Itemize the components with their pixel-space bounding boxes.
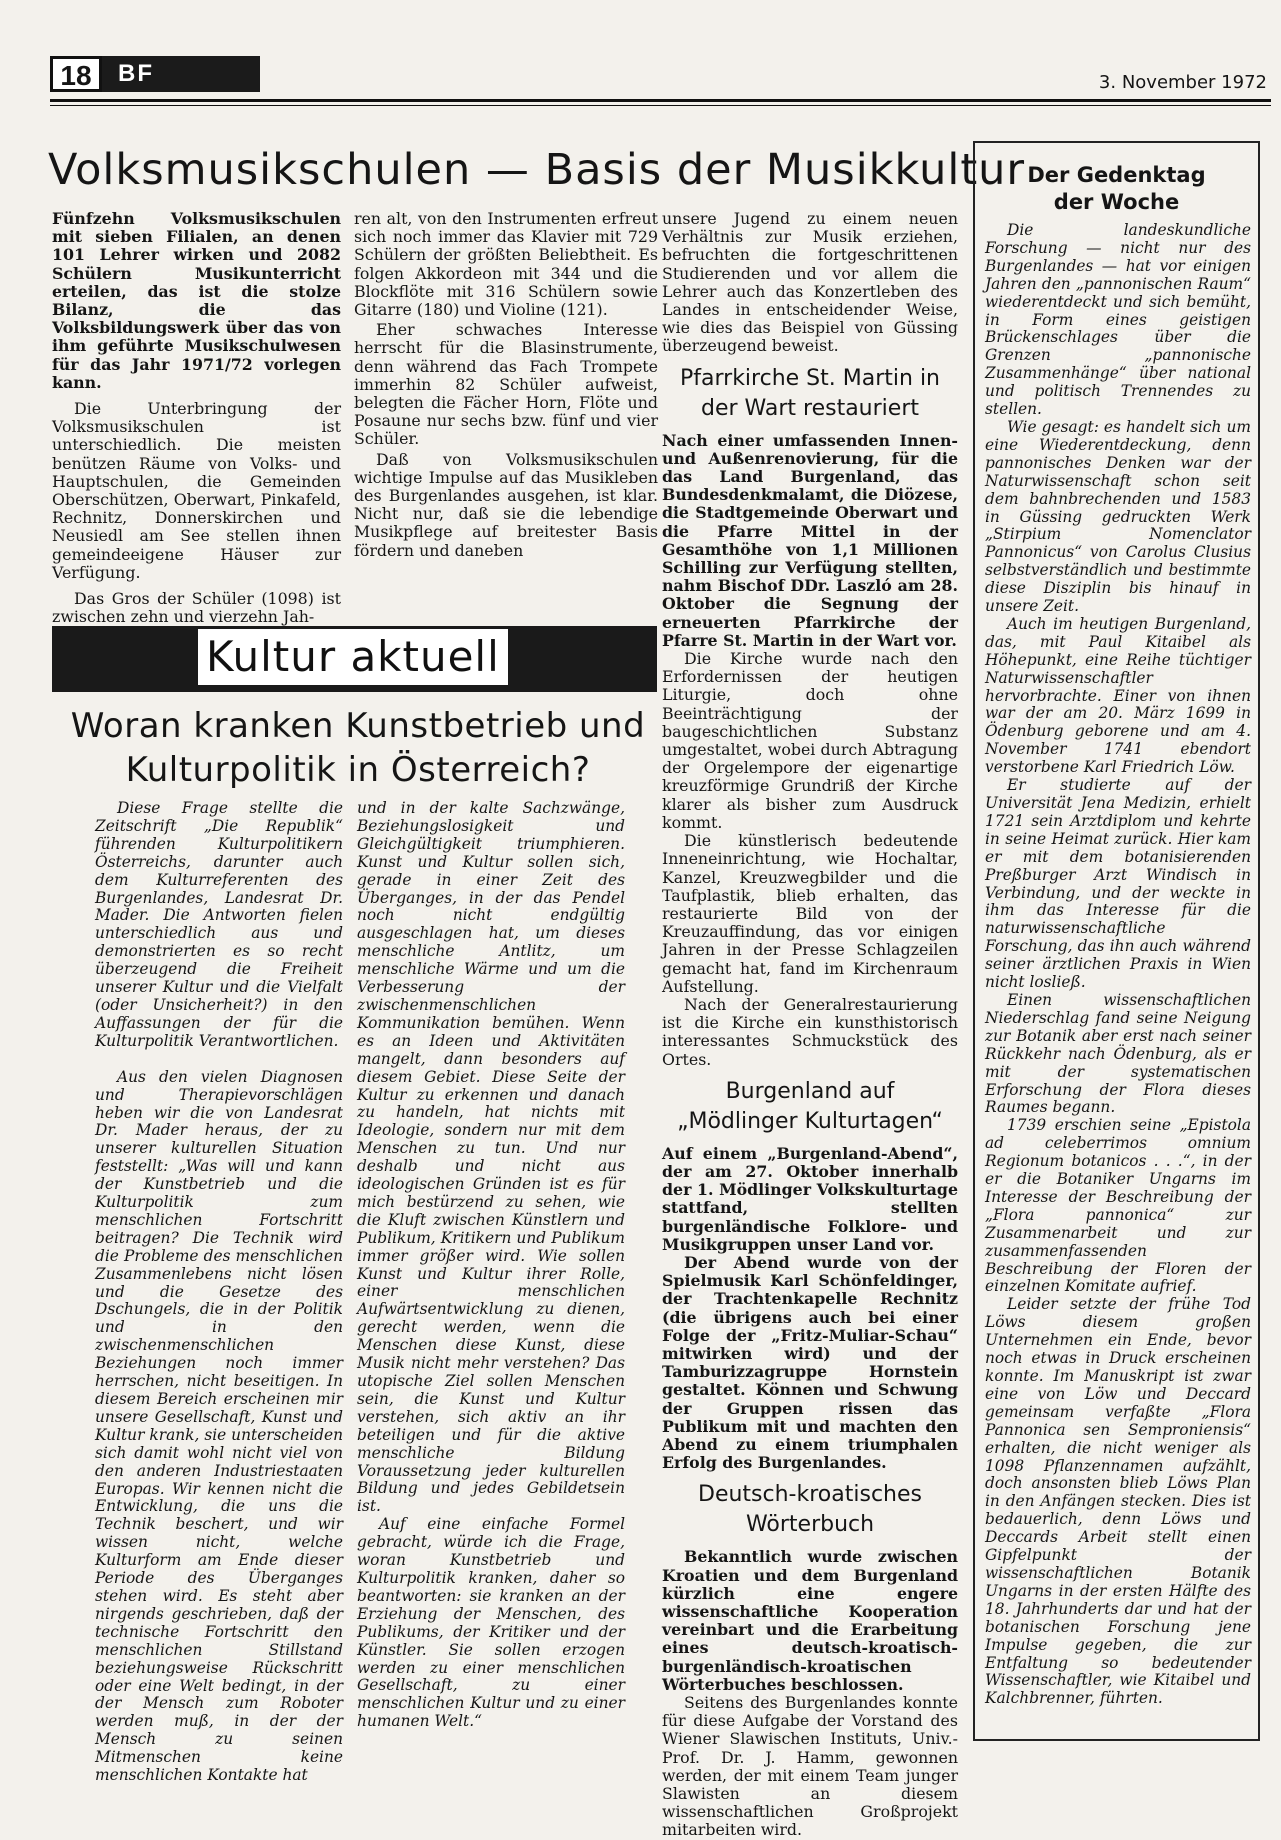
issue-date: 3. November 1972 (1098, 72, 1267, 93)
kultur-aktuell-title: Kultur aktuell (198, 629, 508, 685)
paragraph: Auf einem „Burgenland-Abend“, der am 27. Oktober innerhalb der 1. Mödlinger Volkskulturtage stattfand, stellten burgenländische Folklore- und Musikgruppen unser Land vor. (662, 1143, 958, 1254)
kultur-col2 (357, 800, 625, 1731)
paragraph: Diese Frage stellte die Zeitschrift „Die Republik“ führenden Kulturpolitikern Österreichs, darunter auch dem Kulturreferenten des Burgenlandes, Landesrat Dr. Mader. Die Antworten fielen unterschiedlich aus und demonstrierten es so recht überzeugend die Freiheit unserer Kultur und die Vielfalt (oder Unsicherheit?) in den Auffassungen der für die Kulturpolitik Verantwortlichen. (95, 799, 343, 1050)
column-3 (662, 210, 958, 1840)
paragraph: unsere Jugend zu einem neuen Verhältnis zur Musik erziehen, befruchten die fortgeschrittenen Studierenden und vor allem die Lehrer auch das Konzertleben des Landes in entscheidender Weise, wie dies das Beispiel von Güssing überzeugend beweist. (662, 209, 958, 356)
paragraph: Leider setzte der frühe Tod Löws diesem großen Unternehmen ein Ende, bevor noch etwas in Druck erscheinen konnte. Im Manuskript ist zwar eine von Löw und Deccard gemeinsam verfaßte „Flora Pannonica sen Semproniensis“ erhalten, die nicht weniger als 1098 Pflanzennamen aufzählt, doch ansonsten blieb Löws Plan in den Anfängen stecken. Dies ist bedauerlich, denn Löws und Deccards Arbeit stellt einen Gipfelpunkt der wissenschaftlichen Botanik Ungarns in der ersten Hälfte des 18. Jahrhunderts dar und hat der botanischen Forschung jene Impulse gegeben, die zur Entfaltung so bedeutender Wissenschaftler, wie Kitaibel und Kalchbrenner, führten. (985, 1295, 1251, 1708)
gedenktag-text (985, 222, 1251, 1708)
kultur-headline: Woran kranken Kunstbetrieb und Kulturpolitik in Österreich? (70, 706, 646, 790)
paragraph: Nach der Generalrestaurierung ist die Kirche ein kunsthistorisch interessantes Schmuckstück des Ortes. (662, 994, 958, 1069)
paragraph: Auf eine einfache Formel gebracht, würde ich die Frage, woran Kunstbetrieb und Kulturpolitik kranken, daher so beantworten: sie kranken an der Erziehung der Menschen, des Publikums, der Kritiker und der Künstler. Sie sollen erzogen werden zu einer menschlichen Gesellschaft, zu einer menschlichen Kultur und zu einer humanen Welt.“ (357, 1515, 625, 1731)
header-rule-thin (50, 105, 1271, 106)
paragraph: Einen wissenschaftlichen Niederschlag fand seine Neigung zur Botanik aber erst nach seiner Rückkehr nach Ödenburg, als er mit der systematischen Erforschung der Flora dieses Raumes begann. (985, 990, 1251, 1117)
kultur-col1 (95, 800, 343, 1785)
article-lead: Bekanntlich wurde zwischen Kroatien und dem Burgenland kürzlich eine engere wissenschaftliche Kooperation vereinbart und die Erarbeitung eines deutsch-kroatisch-burgenländisch-kroatischen Wörterbuches beschlossen. (662, 1547, 958, 1694)
paragraph: Eher schwaches Interesse herrscht für die Blasinstrumente, denn während das Fach Trompete immerhin 82 Schüler aufweist, belegten die Fächer Horn, Flöte und Posaune nur sechs bzw. fünf und vier Schüler. (354, 320, 658, 449)
paragraph: Die landeskundliche Forschung — nicht nur des Burgenlandes — hat vor einigen Jahren den „pannonischen Raum“ wiederentdeckt und sich bemüht, in Form eines geistigen Brückenschlages über die Grenzen „pannonische Zusammenhänge“ über national und politisch Trennendes zu stellen. (985, 221, 1251, 419)
woerterbuch-headline: Deutsch-kroatisches Wörterbuch (698, 1482, 922, 1538)
paragraph: Er studierte auf der Universität Jena Medizin, erhielt 1721 sein Arztdiplom und kehrte in seine Heimat zurück. Hier kam er mit dem botanisierenden Preßburger Arzt Windisch in Verbindung, und der weckte in ihm das Interesse für die naturwissenschaftliche Forschung, das ihn auch während seiner ärztlichen Praxis in Wien nicht losließ. (985, 776, 1251, 992)
paragraph: Wie gesagt: es handelt sich um eine Wiederentdeckung, denn pannonisches Denken war der Naturwissenschaft schon seit dem bahnbrechenden und 1583 in Güssing gedruckten Werk „Stirpium Nomenclator Pannonicus“ von Carolus Clusius selbstverständlich und bestimmte diese Disziplin bis hinauf in unsere Zeit. (985, 417, 1251, 616)
article-lead: Fünfzehn Volksmusikschulen mit sieben Filialen, an denen 101 Lehrer wirken und 2082 Schülern Musikunterricht erteilen, das ist die stolze Bilanz, die das Volksbildungswerk über das von ihm geführte Musikschulwesen für das Jahr 1971/72 vorlegen kann. (52, 209, 341, 392)
paragraph: Der Abend wurde von der Spielmusik Karl Schönfeldinger, der Trachtenkapelle Rechnitz (die übrigens auch bei einer Folge der „Fritz-Muliar-Schau“ mitwirken wird) und der Tamburizzagruppe Hornstein gestaltet. Können und Schwung der Gruppen rissen das Publikum mit und machten den Abend zu einem triumphalen Erfolg des Burgenlandes. (662, 1252, 958, 1473)
paragraph: und in der kalte Sachzwänge, Beziehungslosigkeit und Gleichgültigkeit triumphieren. Kunst und Kultur sollen sich, gerade in einer Zeit des Überganges, in der das Pendel noch nicht endgültig ausgeschlagen hat, um dieses menschliche Antlitz, um menschliche Wärme und um die Verbesserung der zwischenmenschlichen Kommunikation bemühen. Wenn es an Ideen und Aktivitäten mangelt, dann besonders auf diesem Gebiet. Diese Seite der Kultur zu erkennen und danach zu handeln, hat nichts mit Ideologie, sondern nur mit dem Menschen zu tun. Und nur deshalb und nicht aus ideologischen Gründen ist es für mich bestürzend zu sehen, wie die Kluft zwischen Künstlern und Publikum, Kritikern und Publikum immer größer wird. Wie sollen Kunst und Kultur ihrer Rolle, einer menschlichen Aufwärtsentwicklung zu dienen, gerecht werden, wenn die Menschen diese Kunst, diese Musik nicht mehr verstehen? Das utopische Ziel sollen Menschen sein, die Kunst und Kultur verstehen, sich aktiv an ihr beteiligen und für die aktive menschliche Bildung Voraussetzung jeder kulturellen Bildung und jedes Gebildetsein ist. (357, 799, 625, 1516)
paragraph: Die künstlerisch bedeutende Inneneinrichtung, wie Hochaltar, Kanzel, Kreuzwegbilder und die Taufplastik, blieb erhalten, das restaurierte Bild von der Kreuzauffindung, das vor einigen Jahren in der Presse Schlagzeilen gemacht hat, fand im Kirchenraum Aufstellung. (662, 831, 958, 996)
header-rule (50, 99, 1271, 102)
article-lead: Nach einer umfassenden Innen- und Außenrenovierung, für die das Land Burgenland, das Bundesdenkmalamt, die Diözese, die Stadtgemeinde Oberwart und die Pfarre Mittel in der Gesamthöhe von 1,1 Millionen Schilling zur Verfügung stellten, nahm Bischof DDr. Laszló am 28. Oktober die Segnung der erneuerten Pfarrkirche der Pfarre St. Martin in der Wart vor. (662, 430, 958, 650)
paragraph: Aus den vielen Diagnosen und Therapievorschlägen heben wir die von Landesrat Dr. Mader heraus, der zu unserer kulturellen Situation feststellt: „Was will und kann der Kunstbetrieb und die Kulturpolitik zum menschlichen Fortschritt beitragen? Die Technik wird die Probleme des menschlichen Zusammenlebens nicht lösen und die Gesetze des Dschungels, die in der Politik und in den zwischenmenschlichen Beziehungen noch immer herrschen, nicht beseitigen. In diesem Bereich erscheinen mir unsere Gesellschaft, Kunst und Kultur krank, sie unterscheiden sich damit wohl nicht viel von den anderen Industriestaaten Europas. Wir kennen nicht die Entwicklung, die uns die Technik beschert, und wir wissen nicht, welche Kulturform am Ende dieser Periode des Überganges stehen wird. Es steht aber nirgends geschrieben, daß der technische Fortschritt den menschlichen Stillstand beziehungsweise Rückschritt oder eine Welt bedingt, in der der Mensch zum Roboter werden muß, in der der Mensch zu seinen Mitmenschen keine menschlichen Kontakte hat (95, 1067, 343, 1785)
moedling-headline: Burgenland auf „Mödlinger Kulturtagen“ (677, 1078, 943, 1134)
gedenktag-title: Der Gedenktag der Woche (1027, 163, 1206, 214)
paragraph: ren alt, von den Instrumenten erfreut sich noch immer das Klavier mit 729 Schülern der größten Beliebtheit. Es folgen Akkordeon mit 344 und die Blockflöte mit 316 Schülern sowie Gitarre (180) und Violine (121). (354, 209, 658, 320)
article-volksmusik-col2 (354, 210, 658, 560)
paragraph: Auch im heutigen Burgenland, das, mit Paul Kitaibel als Höhepunkt, eine Reihe tüchtiger Naturwissenschaftler hervorbrachte. Einer von ihnen war der am 20. März 1699 in Ödenburg geborene und am 4. November 1741 ebendort verstorbene Karl Friedrich Löw. (985, 614, 1251, 777)
paragraph: Die Kirche wurde nach den Erfordernissen der heutigen Liturgie, doch ohne Beeinträchtigung der baugeschichtlichen Substanz umgestaltet, wobei durch Abtragung der Orgelempore der eigenartige kreuzförmige Grundriß der Kirche klarer als bisher zum Ausdruck kommt. (662, 649, 958, 832)
paragraph: Das Gros der Schüler (1098) ist zwischen zehn und vierzehn Jah- (52, 589, 341, 627)
paragraph: Seitens des Burgenlandes konnte für diese Aufgabe der Vorstand des Wiener Slawischen Instituts, Univ.-Prof. Dr. J. Hamm, gewonnen werden, der mit einem Team junger Slawisten an diesem wissenschaftlichen Großprojekt mitarbeiten wird. (662, 1693, 958, 1840)
paragraph: 1739 erschien seine „Epistola ad celeberrimos omnium Regionum botanicos . . .“, in der er die Botaniker Ungarns im Interesse der Beschreibung der „Flora pannonica“ zur Zusammenarbeit und zur zusammenfassenden Beschreibung der Floren der einzelnen Komitate aufrief. (985, 1116, 1251, 1296)
paragraph: Die Unterbringung der Volksmusikschulen ist unterschiedlich. Die meisten benützen Räume von Volks- und Hauptschulen, die Gemeinden Oberschützen, Oberwart, Pinkafeld, Rechnitz, Donnerskirchen und Neusiedl am See stellen ihnen gemeindeeigene Häuser zur Verfügung. (52, 399, 341, 582)
article-volksmusik-col1 (52, 210, 341, 626)
paragraph: Daß von Volksmusikschulen wichtige Impulse auf das Musikleben des Burgenlandes ausgehen, ist klar. Nicht nur, daß sie die lebendige Musikpflege auf breitester Basis fördern und daneben (354, 449, 658, 560)
main-headline: Volksmusikschulen — Basis der Musikkultur (48, 145, 1026, 195)
section-label: BF (102, 56, 260, 92)
pfarrkirche-headline: Pfarrkirche St. Martin in der Wart restauriert (680, 365, 940, 421)
page-number: 18 (50, 56, 102, 92)
